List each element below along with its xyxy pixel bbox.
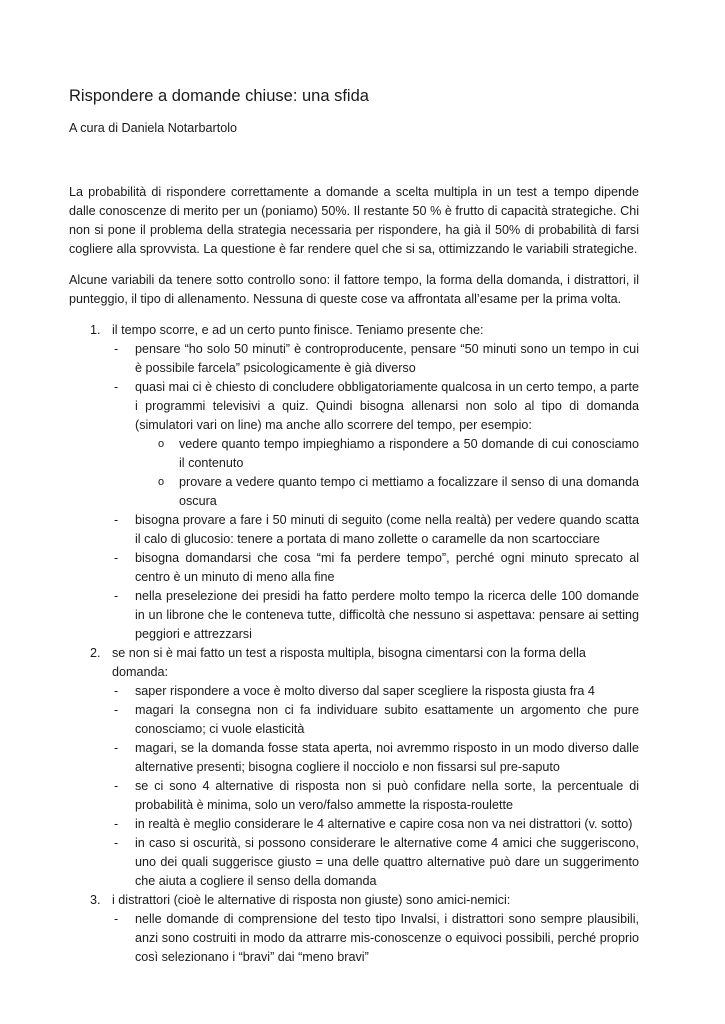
circle-bullet: o [158, 438, 165, 450]
dash-list [112, 682, 639, 891]
dash-item-text: in caso si oscurità, si possono considerare le alternative come 4 amici che suggeriscono, uno dei quali suggerisce giusto = una delle quattro alternative può dare un suggerimento che aiuta a cogliere il senso della domanda [135, 836, 639, 888]
dash-item [112, 777, 639, 815]
circle-list [135, 435, 639, 511]
dash-item-text: magari la consegna non ci fa individuare subito esattamente un argomento che pure conosciamo; ci vuole elasticità [135, 703, 639, 736]
dash-item [112, 701, 639, 739]
numbered-list [69, 321, 639, 967]
dash-item [112, 587, 639, 644]
list-item-text: se non si è mai fatto un test a risposta multipla, bisogna cimentarsi con la forma della domanda: [112, 646, 586, 679]
dash-bullet: - [114, 836, 119, 850]
dash-item-text: bisogna domandarsi che cosa “mi fa perdere tempo”, perché ogni minuto sprecato al centro è un minuto di meno alla fine [135, 551, 639, 584]
dash-bullet: - [114, 912, 119, 926]
dash-bullet: - [114, 817, 119, 831]
dash-item-text: se ci sono 4 alternative di risposta non si può confidare nella sorte, la percentuale di probabilità è minima, solo un vero/falso ammette la risposta-roulette [135, 779, 639, 812]
dash-item [112, 739, 639, 777]
dash-bullet: - [114, 513, 119, 527]
dash-item-text: in realtà è meglio considerare le 4 alternative e capire cosa non va nei distrattori (v. sotto) [135, 817, 633, 831]
list-item [69, 644, 639, 891]
dash-item-text: nelle domande di comprensione del testo tipo Invalsi, i distrattori sono sempre plausibili, anzi sono costruiti in modo da attrarre mis-conoscenze o equivoci possibili, perché proprio così selezionano i “bravi” dai “meno bravi” [135, 912, 639, 964]
dash-item [112, 910, 639, 967]
document-title: Rispondere a domande chiuse: una sfida [69, 87, 369, 105]
dash-item [112, 682, 639, 701]
dash-item [112, 815, 639, 834]
dash-item [112, 378, 639, 511]
dash-item-text: pensare “ho solo 50 minuti” è controproducente, pensare “50 minuti sono un tempo in cui è possibile farcela” psicologicamente è già diverso [135, 342, 639, 375]
circle-item [135, 473, 639, 511]
dash-item-text: magari, se la domanda fosse stata aperta, noi avremmo risposto in un modo diverso dalle alternative presenti; bisogna cogliere il nocciolo e non fissarsi sul pre-saputo [135, 741, 639, 774]
list-item [69, 891, 639, 967]
list-item-text: il tempo scorre, e ad un certo punto finisce. Teniamo presente che: [112, 323, 484, 337]
dash-bullet: - [114, 589, 119, 603]
dash-item [112, 340, 639, 378]
list-number: 1. [90, 323, 101, 337]
dash-item [112, 511, 639, 549]
dash-item-text: nella preselezione dei presidi ha fatto perdere molto tempo la ricerca delle 100 domande in un librone che le conteneva tutte, difficoltà che nessuno si aspettava: pensare ai setting peggiori e attrezzarsi [135, 589, 639, 641]
circle-item [135, 435, 639, 473]
dash-list [112, 910, 639, 967]
dash-bullet: - [114, 684, 119, 698]
dash-item [112, 834, 639, 891]
list-number: 2. [90, 646, 101, 660]
circle-bullet: o [158, 476, 165, 488]
list-item [69, 321, 639, 644]
dash-item-text: saper rispondere a voce è molto diverso dal saper scegliere la risposta giusta fra 4 [135, 684, 595, 698]
circle-item-text: vedere quanto tempo impieghiamo a rispondere a 50 domande di cui conosciamo il contenuto [179, 437, 639, 470]
list-item-text: i distrattori (cioè le alternative di risposta non giuste) sono amici-nemici: [112, 893, 511, 907]
dash-bullet: - [114, 741, 119, 755]
dash-bullet: - [114, 551, 119, 565]
paragraph: Alcune variabili da tenere sotto controllo sono: il fattore tempo, la forma della domanda, i distrattori, il punteggio, il tipo di allenamento. Nessuna di queste cose va affrontata all’esame per la prima volta. [69, 273, 639, 306]
dash-bullet: - [114, 380, 119, 394]
paragraph: La probabilità di rispondere correttamente a domande a scelta multipla in un test a tempo dipende dalle conoscenze di merito per un (poniamo) 50%. Il restante 50 % è frutto di capacità strategiche. Chi non si pone il problema della strategia necessaria per rispondere, ha già il 50% di probabilità di farsi cogliere alla sprovvista. La questione è far rendere quel che si sa, ottimizzando le variabili strategiche. [69, 185, 639, 256]
document-body [69, 183, 639, 967]
list-number: 3. [90, 893, 101, 907]
dash-item-text: quasi mai ci è chiesto di concludere obbligatoriamente qualcosa in un certo tempo, a parte i programmi televisivi a quiz. Quindi bisogna allenarsi non solo al tipo di domanda (simulatori vari on line) ma anche allo scorrere del tempo, per esempio: [135, 380, 639, 432]
dash-item [112, 549, 639, 587]
dash-item-text: bisogna provare a fare i 50 minuti di seguito (come nella realtà) per vedere quando scatta il calo di glucosio: tenere a portata di mano zollette o caramelle da non scartocciare [135, 513, 639, 546]
dash-bullet: - [114, 703, 119, 717]
dash-bullet: - [114, 342, 119, 356]
dash-bullet: - [114, 779, 119, 793]
dash-list [112, 340, 639, 644]
circle-item-text: provare a vedere quanto tempo ci mettiamo a focalizzare il senso di una domanda oscura [179, 475, 639, 508]
document-author: A cura di Daniela Notarbartolo [69, 121, 238, 135]
